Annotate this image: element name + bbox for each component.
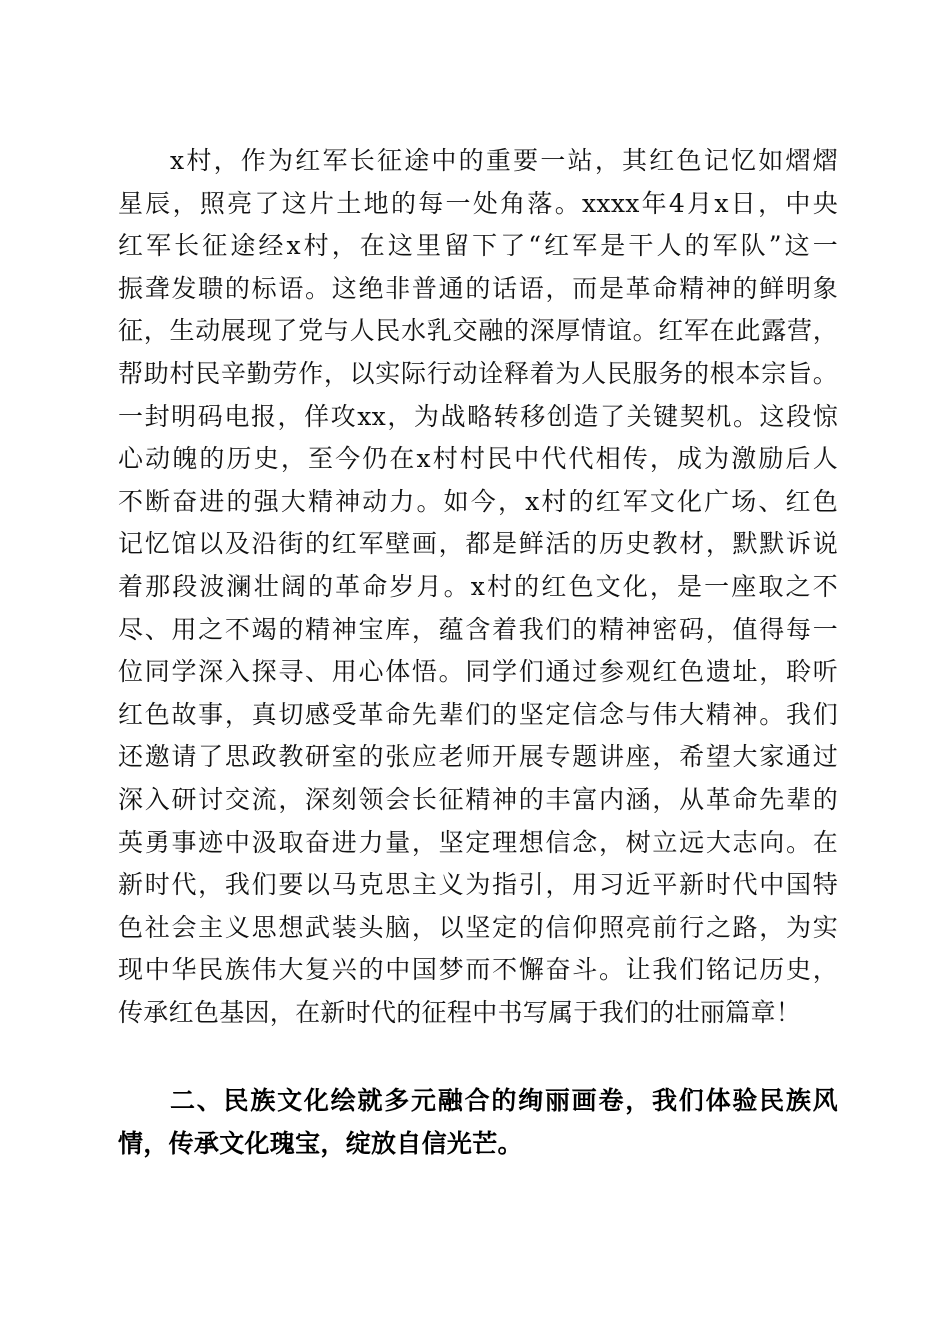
paragraph-line: 红军长征途经x村，在这里留下了“红军是干人的军队”这一 bbox=[118, 231, 838, 261]
paragraph-line: 着那段波澜壮阔的革命岁月。x村的红色文化，是一座取之不 bbox=[118, 571, 838, 601]
paragraph-line: 色社会主义思想武装头脑，以坚定的信仰照亮前行之路，为实 bbox=[118, 912, 838, 942]
paragraph-line: 传承红色基因，在新时代的征程中书写属于我们的壮丽篇章！ bbox=[118, 997, 802, 1027]
paragraph-line: 新时代，我们要以马克思主义为指引，用习近平新时代中国特 bbox=[118, 870, 838, 900]
paragraph-line: 位同学深入探寻、用心体悟。同学们通过参观红色遗址，聆听 bbox=[118, 657, 838, 687]
paragraph-line: 红色故事，真切感受革命先辈们的坚定信念与伟大精神。我们 bbox=[118, 699, 838, 729]
paragraph-line: 一封明码电报，佯攻xx，为战略转移创造了关键契机。这段惊 bbox=[118, 401, 838, 431]
paragraph-line: 英勇事迹中汲取奋进力量，坚定理想信念，树立远大志向。在 bbox=[118, 827, 838, 857]
paragraph-line: 深入研讨交流，深刻领会长征精神的丰富内涵，从革命先辈的 bbox=[118, 784, 838, 814]
paragraph-line: 帮助村民辛勤劳作，以实际行动诠释着为人民服务的根本宗旨。 bbox=[118, 358, 838, 388]
heading-line: 二、民族文化绘就多元融合的绚丽画卷，我们体验民族风 bbox=[170, 1086, 838, 1115]
paragraph-line: 振聋发聩的标语。这绝非普通的话语，而是革命精神的鲜明象 bbox=[118, 273, 838, 303]
heading-line: 情，传承文化瑰宝，绽放自信光芒。 bbox=[118, 1129, 523, 1158]
paragraph-line: 记忆馆以及沿街的红军壁画，都是鲜活的历史教材，默默诉说 bbox=[118, 529, 838, 559]
body-paragraph bbox=[118, 140, 838, 1034]
paragraph-line: 还邀请了思政教研室的张应老师开展专题讲座，希望大家通过 bbox=[118, 742, 838, 772]
paragraph-line: 尽、用之不竭的精神宝库，蕴含着我们的精神密码，值得每一 bbox=[118, 614, 838, 644]
section-heading bbox=[118, 1079, 838, 1165]
paragraph-line: 不断奋进的强大精神动力。如今，x村的红军文化广场、红色 bbox=[118, 486, 838, 516]
paragraph-line: 星辰，照亮了这片土地的每一处角落。xxxx年4月x日，中央 bbox=[118, 188, 838, 218]
paragraph-line: 现中华民族伟大复兴的中国梦而不懈奋斗。让我们铭记历史， bbox=[118, 955, 838, 985]
paragraph-line: 征，生动展现了党与人民水乳交融的深厚情谊。红军在此露营， bbox=[118, 316, 838, 346]
paragraph-line: x村，作为红军长征途中的重要一站，其红色记忆如熠熠 bbox=[170, 146, 838, 175]
paragraph-line: 心动魄的历史，至今仍在x村村民中代代相传，成为激励后人 bbox=[118, 444, 838, 474]
